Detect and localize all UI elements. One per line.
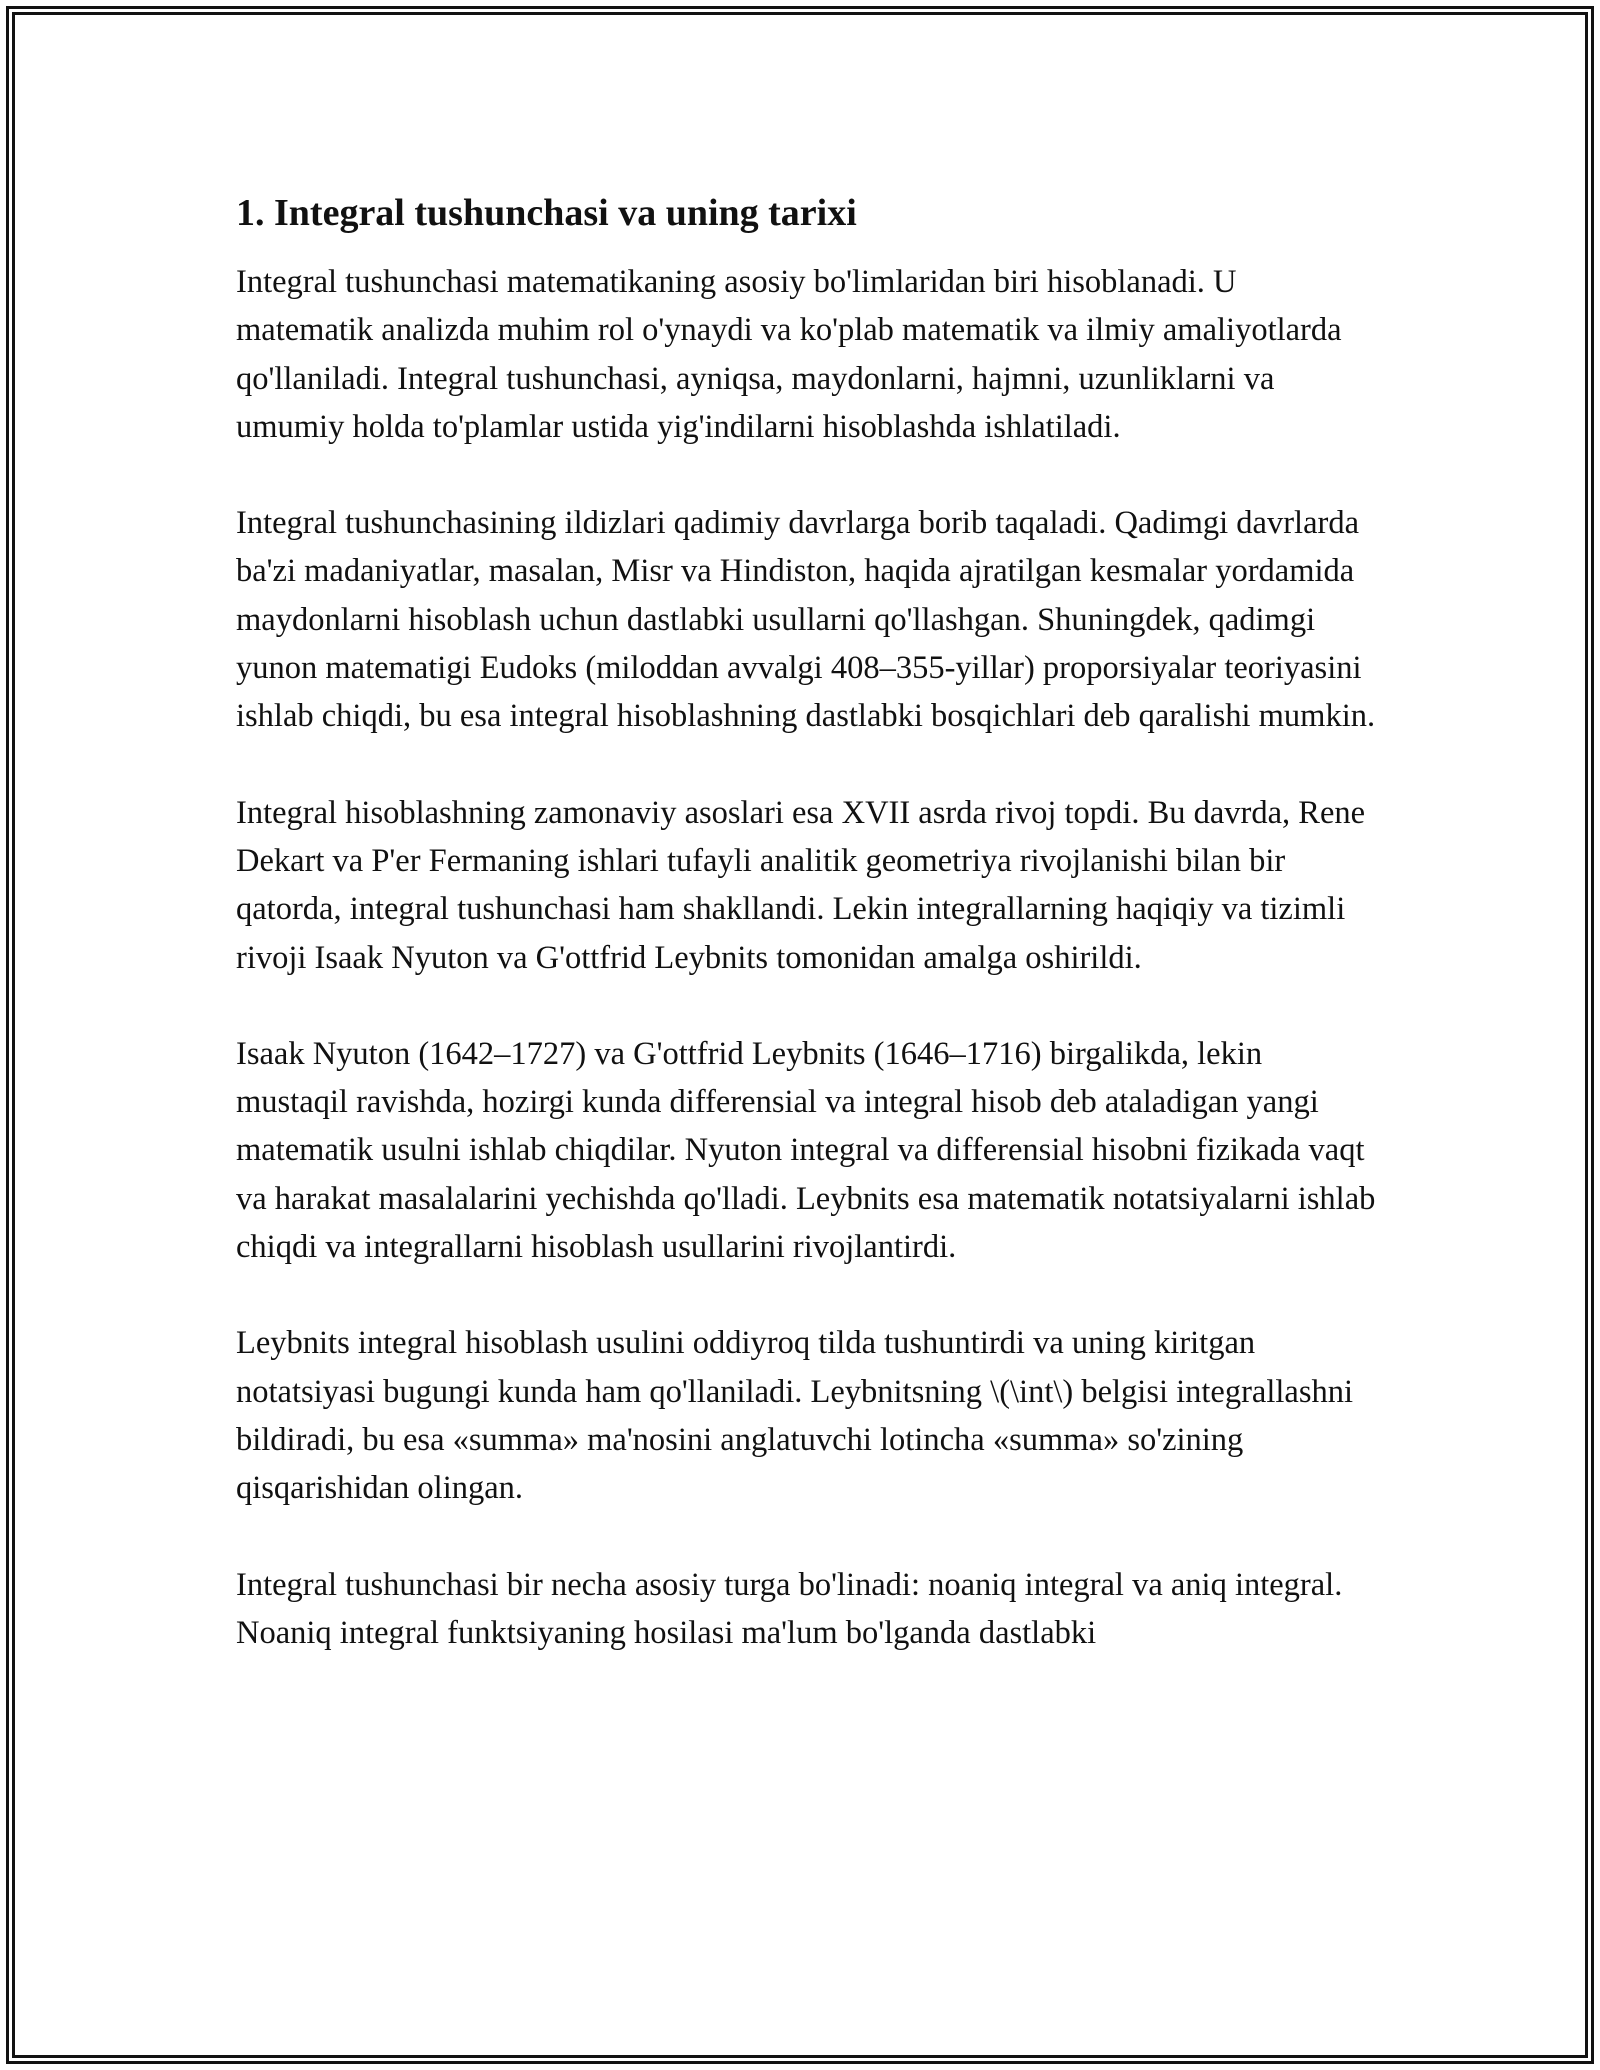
paragraph-3: Integral hisoblashning zamonaviy asoslari esa XVII asrda rivoj topdi. Bu davrda, Rene Dekart va P'er Fermaning ishlari tufayli analitik geometriya rivojlanishi bilan bir qatorda, integral tushunchasi ham shakllandi. Lekin integrallarning haqiqiy va tizimli rivoji Isaak Nyuton va G'ottfrid Leybnits tomonidan amalga oshirildi. [236, 794, 1366, 976]
paragraph-4: Isaak Nyuton (1642–1727) va G'ottfrid Leybnits (1646–1716) birgalikda, lekin mustaqil ravishda, hozirgi kunda differensial va integral hisob deb ataladigan yangi matematik usulni ishlab chiqdilar. Nyuton integral va differensial hisobni fizikada vaqt va harakat masalalarini yechishda qo'lladi. Leybnits esa matematik notatsiyalarni ishlab chiqdi va integrallarni hisoblash usullarini rivojlantirdi. [236, 1035, 1376, 1266]
document-body [236, 185, 1376, 1705]
paragraph-6: Integral tushunchasi bir necha asosiy turga bo'linadi: noaniq integral va aniq integral. Noaniq integral funktsiyaning hosilasi ma'lum bo'lganda dastlabki [236, 1566, 1343, 1651]
paragraph-2: Integral tushunchasining ildizlari qadimiy davrlarga borib taqaladi. Qadimgi davrlarda ba'zi madaniyatlar, masalan, Misr va Hindiston, haqida ajratilgan kesmalar yordamida maydonlarni hisoblash uchun dastlabki usullarni qo'llashgan. Shuningdek, qadimgi yunon matematigi Eudoks (miloddan avvalgi 408–355-yillar) proporsiyalar teoriyasini ishlab chiqdi, bu esa integral hisoblashning dastlabki bosqichlari deb qaralishi mumkin. [236, 505, 1376, 735]
paragraph-1: Integral tushunchasi matematikaning asosiy bo'limlaridan biri hisoblanadi. U matematik analizda muhim rol o'ynaydi va ko'plab matematik va ilmiy amaliyotlarda qo'llaniladi. Integral tushunchasi, ayniqsa, maydonlarni, hajmni, uzunliklarni va umumiy holda to'plamlar ustida yig'indilarni hisoblashda ishlatiladi. [236, 264, 1342, 445]
paragraph-5: Leybnits integral hisoblash usulini oddiyroq tilda tushuntirdi va uning kiritgan notatsiyasi bugungi kunda ham qo'llaniladi. Leybnitsning \(\int\) belgisi integrallashni bildiradi, bu esa «summa» ma'nosini anglatuvchi lotincha «summa» so'zining qisqarishidan olingan. [236, 1325, 1354, 1507]
section-heading: 1. Integral tushunchasi va uning tarixi [236, 192, 857, 234]
